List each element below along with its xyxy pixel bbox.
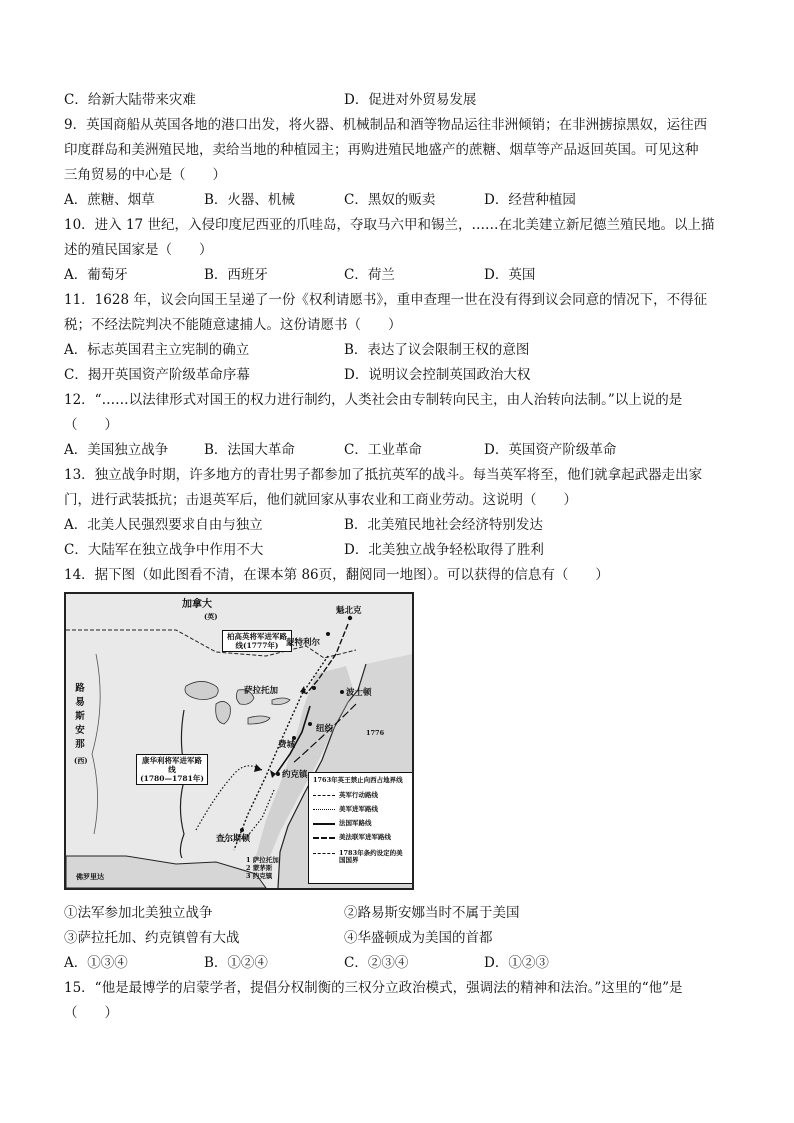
q10-option-b: B．西班牙	[204, 267, 268, 283]
label-quebec: 魁北克	[336, 606, 362, 616]
q13-option-d: D．北美独立战争轻松取得了胜利	[344, 542, 544, 558]
q11-option-d: D．说明议会控制英国政治大权	[344, 367, 531, 383]
map-note-2: 2 蒙茅斯	[246, 864, 273, 872]
q10-option-a: A．葡萄牙	[64, 267, 128, 283]
q9-option-d: D．经营种植园	[484, 192, 576, 208]
q15-stem-line2: （ ）	[64, 1005, 118, 1021]
independence-war-map	[64, 592, 414, 890]
q8-option-d: D．促进对外贸易发展	[344, 92, 477, 108]
q14-statement-4: ④华盛顿成为美国的首都	[344, 930, 493, 946]
dot-charleston	[240, 828, 244, 832]
legend-line-1	[313, 795, 335, 796]
lake-ontario	[272, 698, 290, 705]
q13-option-c: C．大陆军在独立战争中作用不大	[64, 542, 264, 558]
lake-superior	[185, 681, 218, 699]
label-1776: 1776	[366, 729, 385, 737]
q14-option-a: A．①③④	[64, 955, 128, 971]
q8-option-c: C．给新大陆带来灾难	[64, 92, 196, 108]
q9-option-a: A．蔗糖、烟草	[64, 192, 155, 208]
dot-quebec	[348, 616, 352, 620]
q11-stem-line2: 税；不经法院判决不能随意逮捕人。这份请愿书（ ）	[64, 317, 402, 333]
label-yorktown: 约克镇	[282, 770, 308, 780]
dot-montreal	[326, 632, 330, 636]
legend-line-5	[313, 853, 335, 854]
label-montreal: 蒙特利尔	[286, 638, 321, 648]
q12-option-a: A．美国独立战争	[64, 442, 169, 458]
legend-boundary: 1783年条约设定的美国国界	[339, 849, 403, 864]
q14-option-c: C．②③④	[344, 955, 409, 971]
q14-stem: 14．据下图（如此图看不清，在课本第 86页，翻阅同一地图）。可以获得的信息有（ ）	[64, 567, 609, 583]
legend-line-3	[313, 823, 335, 825]
q13-stem-line1: 13．独立战争时期，许多地方的青壮男子都参加了抵抗英军的战斗。每当英军将至，他们就拿起武器走出家	[64, 467, 703, 483]
q11-stem-line1: 11．1628 年，议会向国王呈递了一份《权利请愿书》，重申查理一世在没有得到议会同意的情况下，不得征	[64, 292, 708, 308]
dot-yorktown	[276, 772, 280, 776]
q11-option-b: B．表达了议会限制王权的意图	[344, 342, 530, 358]
label-philadelphia: 费城	[278, 740, 296, 750]
cornwallis-label: 康华利将军进军路线	[142, 756, 202, 774]
map-note-1: 1 萨拉托加	[246, 856, 279, 864]
label-saratoga: 萨拉托加	[244, 686, 279, 696]
burgoyne-label-box: 柏高英将军进军路线(1777年)	[222, 630, 292, 652]
legend-line-4	[313, 837, 335, 839]
q11-option-a: A．标志英国君主立宪制的确立	[64, 342, 250, 358]
label-louisiana-sub: (西)	[74, 756, 88, 765]
legend-british: 英军行动路线	[339, 791, 378, 799]
label-canada: 加拿大	[182, 599, 212, 610]
label-boston: 波士顿	[346, 688, 372, 698]
q9-stem-line2: 印度群岛和美洲殖民地，卖给当地的种植园主；再购进殖民地盛产的蔗糖、烟草等产品返回英国。可见这种	[64, 142, 699, 158]
q10-option-d: D．英国	[484, 267, 536, 283]
map-notes	[246, 856, 279, 880]
q9-option-b: B．火器、机械	[204, 192, 295, 208]
label-louisiana: 路易斯安那	[75, 683, 85, 750]
q10-stem-line2: 述的殖民国家是（ ）	[64, 242, 213, 258]
q14-statement-3: ③萨拉托加、约克镇曾有大战	[64, 930, 240, 946]
q12-stem-line1: 12．“……以法律形式对国王的权力进行制约，人类社会由专制转向民主，由人治转向法制。”以上说的是	[64, 392, 683, 408]
cornwallis-years: (1780—1781年)	[140, 774, 204, 783]
legend-french: 法国军路线	[339, 819, 372, 827]
q9-stem-line3: 三角贸易的中心是（ ）	[64, 167, 226, 183]
q9-stem-line1: 9．英国商船从英国各地的港口出发，将火器、机械制品和酒等物品运往非洲倾销；在非洲掳掠黑奴，运往西	[64, 117, 708, 133]
q11-option-c: C．揭开英国资产阶级革命序幕	[64, 367, 250, 383]
western-river	[92, 654, 100, 834]
q14-statement-2: ②路易斯安娜当时不属于美国	[344, 905, 520, 921]
label-charleston: 查尔斯顿	[216, 834, 251, 844]
map-note-3: 3 约克镇	[246, 872, 273, 880]
q10-option-c: C．荷兰	[344, 267, 395, 283]
arrowhead-2	[270, 770, 276, 778]
lake-michigan	[216, 701, 231, 724]
label-new-york: 纽约	[316, 724, 334, 734]
q10-stem-line1: 10．进入 17 世纪，入侵印度尼西亚的爪哇岛，夺取马六甲和锡兰，……在北美建立新尼德兰殖民地。以上描	[64, 217, 715, 233]
legend-proclamation: 1763年英王禁止向西占地界线	[313, 776, 403, 784]
q13-option-b: B．北美殖民地社会经济特别发达	[344, 517, 543, 533]
q12-option-b: B．法国大革命	[204, 442, 295, 458]
q14-option-d: D．①②③	[484, 955, 549, 971]
legend-allied: 美法联军进军路线	[339, 833, 391, 841]
legend-american: 美军进军路线	[339, 805, 378, 813]
lake-erie	[248, 716, 270, 724]
q12-stem-line2: （ ）	[64, 417, 118, 433]
map-legend	[308, 772, 414, 884]
label-florida: 佛罗里达	[76, 872, 104, 881]
dot-boston	[340, 690, 344, 694]
q14-statement-1: ①法军参加北美独立战争	[64, 905, 213, 921]
q15-stem-line1: 15．“他是最博学的启蒙学者，提倡分权制衡的三权分立政治模式，强调法的精神和法治。”这里的“他”是	[64, 980, 683, 996]
cornwallis-label-box	[136, 754, 208, 785]
q13-option-a: A．北美人民强烈要求自由与独立	[64, 517, 263, 533]
q12-option-d: D．英国资产阶级革命	[484, 442, 617, 458]
q14-option-b: B．①②④	[204, 955, 268, 971]
dot-saratoga	[312, 686, 316, 690]
arrowhead-1	[254, 764, 262, 772]
dot-new-york	[308, 722, 312, 726]
q12-option-c: C．工业革命	[344, 442, 422, 458]
label-canada-sub: (英)	[204, 612, 218, 621]
legend-line-2	[313, 809, 335, 810]
q9-option-c: C．黑奴的贩卖	[344, 192, 436, 208]
q13-stem-line2: 门，进行武装抵抗；击退英军后，他们就回家从事农业和工商业劳动。这说明（ ）	[64, 492, 577, 508]
